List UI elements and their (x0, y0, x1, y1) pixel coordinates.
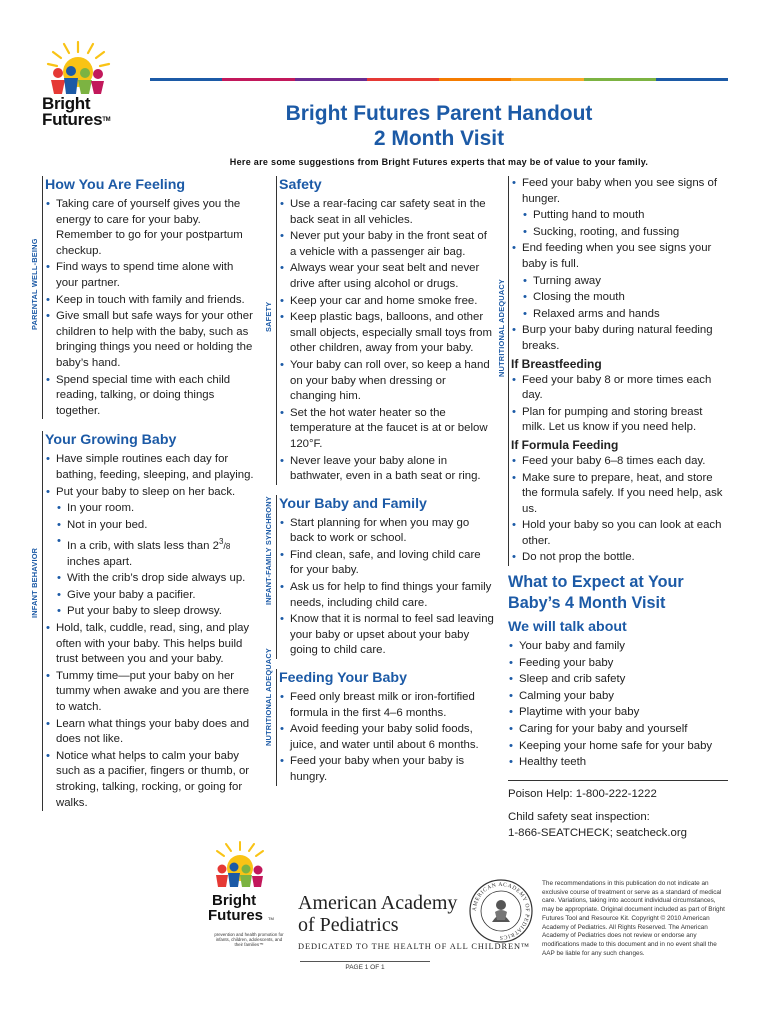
list-subitem: • Closing the mouth (511, 290, 728, 306)
list-item: • Have simple routines each day for bathing, feeding, sleeping, and playing. (45, 452, 258, 483)
list-item: • Learn what things your baby does and does not like. (45, 717, 258, 748)
title-line1: Bright Futures Parent Handout (285, 102, 593, 125)
column-right (508, 176, 728, 842)
list-item: • Know that it is normal to feel sad leaving your baby or upset about your baby going to child care. (279, 612, 494, 659)
logo-wordmark (42, 96, 110, 128)
section-baby-and-family (276, 495, 494, 659)
section-feeding-continued (508, 176, 728, 566)
list-item: • Find ways to spend time alone with your partner. (45, 260, 258, 291)
list-item: • Plan for pumping and storing breast milk. Let us know if you need help. (511, 405, 728, 436)
aap-name-line1: American Academy (298, 892, 458, 914)
heading-baby-and-family: Your Baby and Family (279, 495, 427, 512)
list-item: • Hold your baby so you can look at each other. (511, 518, 728, 549)
list-item: • Tummy time—put your baby on her tummy when awake and you are there to watch. (45, 669, 258, 716)
side-label-nutrition-1: NUTRITIONAL ADEQUACY (264, 647, 273, 746)
color-bar-segment (584, 78, 656, 81)
footer-bright-futures-tagline: prevention and health promotion for infants, children, adolescents, and their families™ (214, 932, 284, 947)
logo-text-line2: Futures (42, 110, 103, 129)
list-subitem: • Relaxed arms and hands (511, 307, 728, 323)
list-item: • Set the hot water heater so the temperature at the faucet is at or below 120°F. (279, 406, 494, 453)
column-middle (276, 176, 494, 787)
list-item: • Keep your car and home smoke free. (279, 294, 494, 310)
list-item: • Feed your baby when your baby is hungry. (279, 754, 494, 785)
list-item: • Never leave your baby alone in bathwater, even in a bath seat or ring. (279, 454, 494, 485)
list-item: • Taking care of yourself gives you the energy to care for your baby. Remember to go for your postpartum checkup. (45, 197, 258, 259)
section-safety (276, 176, 494, 485)
list-subitem: • Putting hand to mouth (511, 208, 728, 224)
logo-text-line1: Bright (42, 94, 91, 113)
list-subitem: • Turning away (511, 274, 728, 290)
section-next-visit (508, 572, 728, 771)
list-subitem: • Put your baby to sleep drowsy. (45, 604, 258, 620)
seat-inspection-contact: 1-866-SEATCHECK; seatcheck.org (508, 827, 687, 839)
column-left (42, 176, 258, 812)
list-subitem: • With the crib’s drop side always up. (45, 571, 258, 587)
list-item: • End feeding when you see signs your baby is full. (511, 241, 728, 272)
side-label-family: INFANT-FAMILY SYNCHRONY (264, 496, 273, 605)
list-item: • Feed your baby 8 or more times each day. (511, 373, 728, 404)
list-subitem: • In your room. (45, 501, 258, 517)
list-item: • Notice what helps to calm your baby such as a pacifier, fingers or thumb, or stroking, talking, rocking, or going for walks. (45, 749, 258, 811)
heading-we-will-talk-about: We will talk about (508, 619, 627, 636)
color-bar-segment (656, 78, 728, 81)
list-item: • Your baby and family (508, 639, 728, 655)
fraction-numerator: 3 (218, 537, 224, 547)
list-item: • Keeping your home safe for your baby (508, 739, 728, 755)
list-item: • Healthy teeth (508, 755, 728, 771)
list-item: • Burp your baby during natural feeding breaks. (511, 323, 728, 354)
color-bar-segment (222, 78, 294, 81)
heading-if-breastfeeding: If Breastfeeding (511, 356, 602, 371)
color-bar-segment (295, 78, 367, 81)
disclaimer-text: The recommendations in this publication do not indicate an exclusive course of treatment or serve as a standard of medical care. Variations, taking into account individual circumstances, may be appropriate. Original document included as part of Bright Futures Tool and Resource Kit. Copyright © 2010 American Academy of Pediatrics. All Rights Reserved. The American Academy of Pediatrics does not review or endorse any modifications made to this document and in no event shall the AAP be liable for any such changes. (542, 880, 725, 957)
list-item: • Make sure to prepare, heat, and store the formula safely. If you need help, ask us. (511, 471, 728, 518)
color-bar-segment (367, 78, 439, 81)
poison-help: Poison Help: 1-800-222-1222 (508, 787, 657, 800)
section-how-you-are-feeling (42, 176, 258, 419)
list-item: • Use a rear-facing car safety seat in the back seat in all vehicles. (279, 197, 494, 228)
page-number: PAGE 1 OF 1 (300, 961, 430, 971)
list-item: • Hold, talk, cuddle, read, sing, and play often with your baby. This helps build trust between you and your baby. (45, 621, 258, 668)
list-item: • Sleep and crib safety (508, 672, 728, 688)
contact-info (508, 780, 728, 842)
list-item: • Put your baby to sleep on her back. (45, 485, 258, 501)
list-subitem: • Not in your bed. (45, 518, 258, 534)
list-item: • Ask us for help to find things your family needs, including child care. (279, 580, 494, 611)
list-item: • Spend special time with each child reading, talking, or doing things together. (45, 373, 258, 420)
seat-inspection-label: Child safety seat inspection: (508, 811, 650, 824)
footer-logo-text2: Futures (208, 907, 264, 924)
logo-tm: TM (102, 117, 111, 123)
list-item: • Feeding your baby (508, 656, 728, 672)
heading-if-formula-feeding: If Formula Feeding (511, 437, 619, 452)
section-feeding-your-baby (276, 669, 494, 786)
list-item: • Do not prop the bottle. (511, 550, 728, 566)
color-bar-segment (439, 78, 511, 81)
heading-how-you-are-feeling: How You Are Feeling (45, 177, 186, 193)
side-label-safety: SAFETY (264, 301, 273, 332)
list-item: • Keep plastic bags, balloons, and other small objects, especially small toys from other children, away from your baby. (279, 310, 494, 357)
aap-name-line2: of Pediatrics (298, 914, 399, 936)
list-item: • Always wear your seat belt and never drive after using alcohol or drugs. (279, 261, 494, 292)
page-subtitle: Here are some suggestions from Bright Futures experts that may be of value to your family. (229, 157, 649, 167)
list-item: • Playtime with your baby (508, 705, 728, 721)
crib-text-a: In a crib, with slats less than 2 (67, 540, 219, 553)
footer-logo-text1: Bright (212, 892, 257, 909)
color-bar-segment (511, 78, 583, 81)
heading-safety: Safety (279, 177, 322, 193)
list-item: • Calming your baby (508, 689, 728, 705)
list-item: • Find clean, safe, and loving child care for your baby. (279, 548, 494, 579)
heading-your-growing-baby: Your Growing Baby (45, 432, 177, 449)
title-line2: 2 Month Visit (373, 127, 505, 150)
list-item: • Avoid feeding your baby solid foods, juice, and water until about 6 months. (279, 722, 494, 753)
color-bar-segment (150, 78, 222, 81)
list-subitem-crib-slats: • In a crib, with slats less than $2^3/8$ inches apart. (45, 534, 258, 570)
section-your-growing-baby (42, 431, 258, 811)
list-item: • Never put your baby in the front seat of a vehicle with a passenger air bag. (279, 229, 494, 260)
side-label-infant: INFANT BEHAVIOR (30, 547, 39, 618)
list-item: • Caring for your baby and yourself (508, 722, 728, 738)
list-item: • Feed only breast milk or iron-fortified formula in the first 4–6 months. (279, 690, 494, 721)
list-item: • Give small but safe ways for your other children to help with the baby, such as bringing things you need or holding the baby’s hand. (45, 309, 258, 371)
footer-logo-tm: TM (268, 916, 274, 921)
list-item: • Your baby can roll over, so keep a hand on your baby when dressing or changing him. (279, 358, 494, 405)
aap-seal-icon (468, 878, 534, 944)
list-item: • Feed your baby 6–8 times each day. (511, 454, 728, 470)
color-bar (150, 78, 728, 81)
heading-feeding-your-baby: Feeding Your Baby (279, 670, 407, 687)
list-subitem: • Give your baby a pacifier. (45, 588, 258, 604)
list-item: • Start planning for when you may go back to work or school. (279, 516, 494, 547)
crib-text-b: inches apart. (67, 555, 133, 568)
list-item: • Keep in touch with family and friends. (45, 293, 258, 309)
fraction-denominator: 8 (225, 542, 231, 552)
list-subitem: • Sucking, rooting, and fussing (511, 225, 728, 241)
list-item: • Feed your baby when you see signs of hunger. (511, 176, 728, 207)
page-title (150, 101, 728, 151)
aap-name (298, 892, 457, 936)
side-label-parental: PARENTAL WELL-BEING (30, 238, 39, 330)
seal-text: AMERICAN ACADEMY OF PEDIATRICS (471, 881, 531, 941)
side-label-nutrition-2: NUTRITIONAL ADEQUACY (497, 278, 506, 377)
aap-tagline: DEDICATED TO THE HEALTH OF ALL CHILDREN™ (298, 942, 531, 951)
heading-next-visit: What to Expect at Your Baby’s 4 Month Visit (508, 573, 684, 613)
